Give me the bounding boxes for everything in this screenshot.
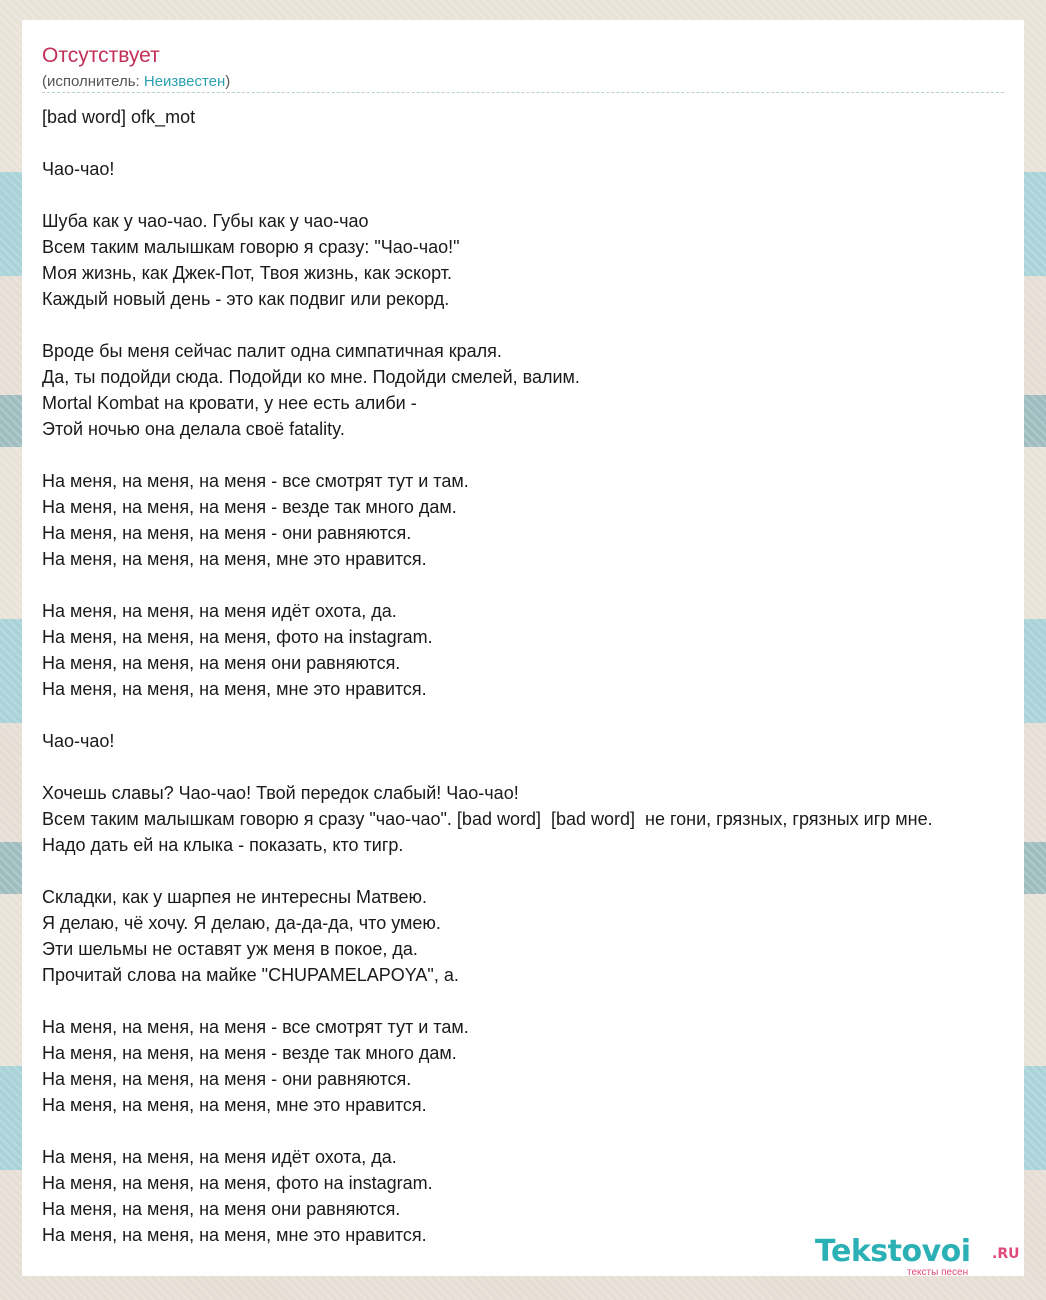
lyric-line: Этой ночью она делала своё fatality. (42, 419, 345, 439)
logo-main-text: Tekstovoi (815, 1234, 971, 1269)
performer-prefix: (исполнитель: (42, 73, 144, 90)
lyric-line: Моя жизнь, как Джек-Пот, Твоя жизнь, как эскорт. (42, 263, 452, 283)
lyric-line: На меня, на меня, на меня, фото на instagram. (42, 1173, 433, 1193)
stanza (42, 468, 1024, 572)
lyric-line: Да, ты подойди сюда. Подойди ко мне. Подойди смелей, валим. (42, 367, 580, 387)
lyric-line: Всем таким малышкам говорю я сразу: "Чао-чао!" (42, 237, 460, 257)
lyric-line: Хочешь славы? Чао-чао! Твой передок слабый! Чао-чао! (42, 783, 519, 803)
lyric-line: Шуба как у чао-чао. Губы как у чао-чао (42, 211, 369, 231)
stanza (42, 1014, 1024, 1118)
lyric-line: Чао-чао! (42, 159, 115, 179)
stanza (42, 156, 1024, 182)
stanza (42, 208, 1024, 312)
stanza (42, 104, 1024, 130)
lyric-line: Вроде бы меня сейчас палит одна симпатичная краля. (42, 341, 502, 361)
lyric-line: На меня, на меня, на меня - все смотрят тут и там. (42, 1017, 469, 1037)
lyric-line: [bad word] ofk_mot (42, 107, 196, 127)
lyric-line: Складки, как у шарпея не интересны Матвею. (42, 887, 427, 907)
song-title: Отсутствует (42, 44, 160, 67)
lyric-line: На меня, на меня, на меня - везде так много дам. (42, 1043, 457, 1063)
lyric-line: Эти шельмы не оставят уж меня в покое, да. (42, 939, 418, 959)
performer-line (42, 73, 230, 90)
lyrics-text (42, 104, 1024, 1248)
stanza (42, 780, 1024, 858)
performer-suffix: ) (225, 73, 231, 90)
lyric-line: На меня, на меня, на меня, фото на instagram. (42, 627, 433, 647)
stanza (42, 728, 1024, 754)
stanza (42, 1144, 1024, 1248)
lyric-line: Всем таким малышкам говорю я сразу "чао-чао". [bad word] [bad word] не гони, грязных, грязных игр мне. (42, 809, 933, 829)
lyric-line: Mortal Kombat на кровати, у нее есть алиби - (42, 393, 417, 413)
lyric-line: На меня, на меня, на меня идёт охота, да. (42, 601, 397, 621)
lyric-line: Надо дать ей на клыка - показать, кто тигр. (42, 835, 404, 855)
stanza (42, 884, 1024, 988)
lyric-line: Я делаю, чё хочу. Я делаю, да-да-да, что умею. (42, 913, 441, 933)
lyric-line: На меня, на меня, на меня, мне это нравится. (42, 679, 427, 699)
tekstovoi-logo[interactable] (815, 1234, 1025, 1280)
lyrics-card (22, 20, 1024, 1276)
title-divider (42, 92, 1004, 93)
lyric-line: На меня, на меня, на меня - везде так много дам. (42, 497, 457, 517)
lyric-line: Каждый новый день - это как подвиг или рекорд. (42, 289, 450, 309)
lyric-line: На меня, на меня, на меня - они равняются. (42, 1069, 412, 1089)
lyric-line: На меня, на меня, на меня - все смотрят тут и там. (42, 471, 469, 491)
lyric-line: Чао-чао! (42, 731, 115, 751)
logo-tld: .RU (992, 1246, 1020, 1262)
lyric-line: На меня, на меня, на меня, мне это нравится. (42, 549, 427, 569)
lyric-line: На меня, на меня, на меня они равняются. (42, 653, 401, 673)
stanza (42, 338, 1024, 442)
lyric-line: На меня, на меня, на меня, мне это нравится. (42, 1225, 427, 1245)
lyric-line: На меня, на меня, на меня - они равняются. (42, 523, 412, 543)
logo-tagline: тексты песен (907, 1267, 969, 1278)
stanza (42, 598, 1024, 702)
lyric-line: На меня, на меня, на меня, мне это нравится. (42, 1095, 427, 1115)
lyric-line: Прочитай слова на майке "CHUPAMELAPOYA", а. (42, 965, 459, 985)
lyric-line: На меня, на меня, на меня они равняются. (42, 1199, 401, 1219)
performer-link[interactable]: Неизвестен (143, 73, 226, 90)
lyric-line: На меня, на меня, на меня идёт охота, да. (42, 1147, 397, 1167)
